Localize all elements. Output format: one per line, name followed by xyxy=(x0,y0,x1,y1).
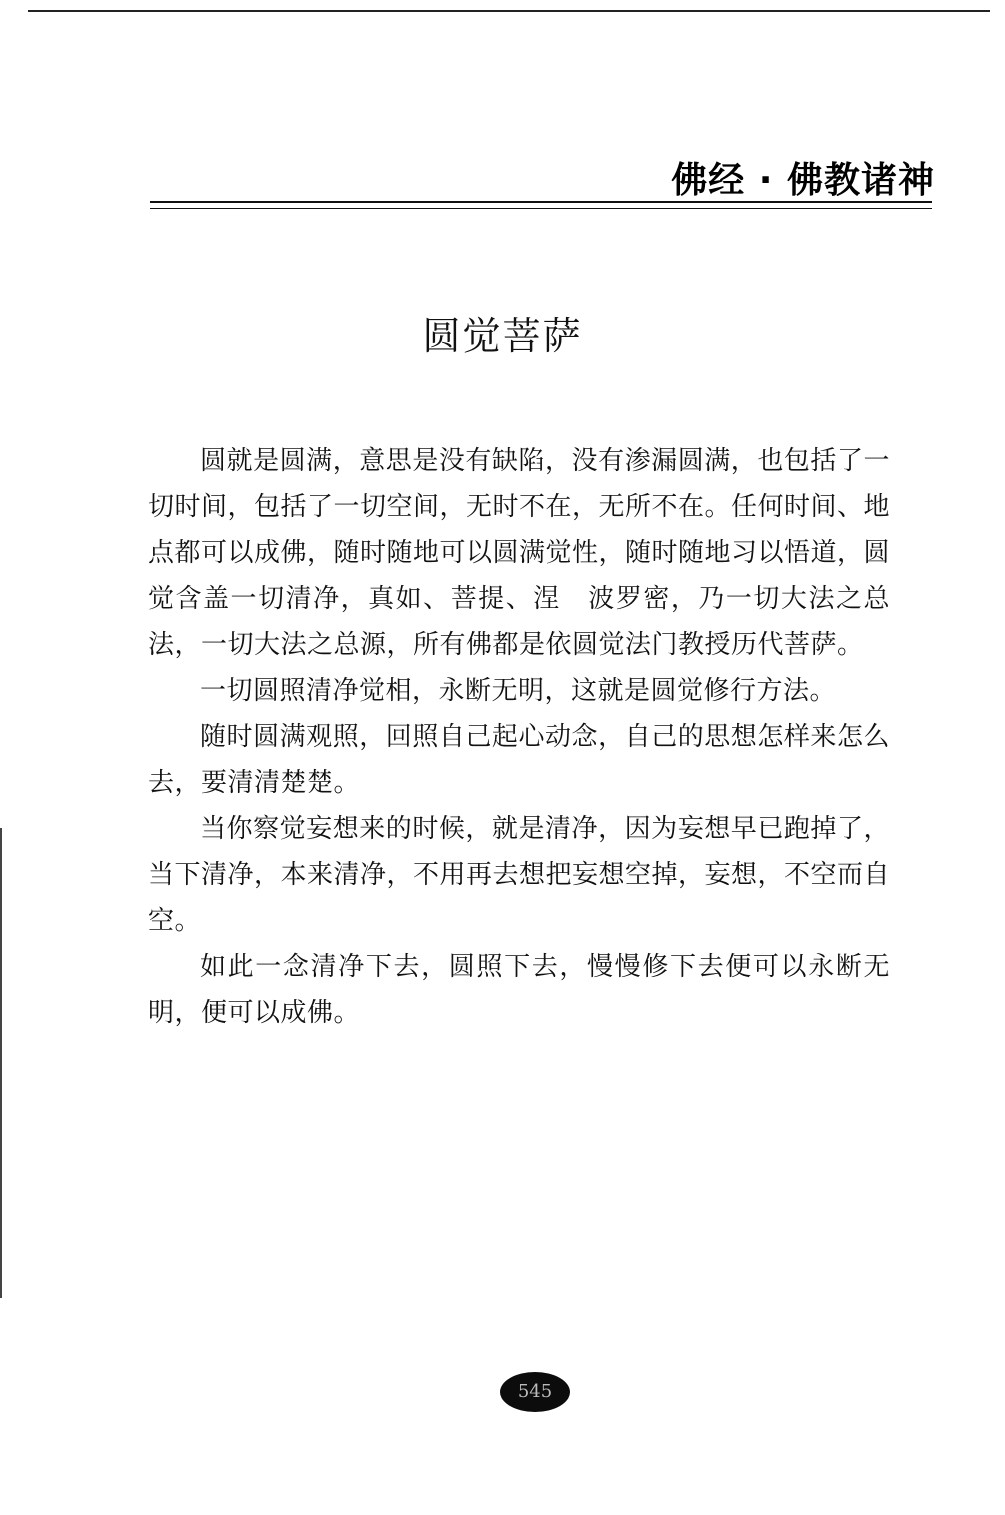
page-number-badge: 545 xyxy=(500,1372,570,1412)
paragraph-5: 如此一念清净下去，圆照下去，慢慢修下去便可以永断无明，便可以成佛。 xyxy=(148,952,890,1028)
article-title: 圆觉菩萨 xyxy=(422,314,583,358)
page-edge-line xyxy=(0,828,2,1298)
top-border-line xyxy=(28,10,990,12)
header-rule-thick xyxy=(150,201,932,203)
paragraph-2: 一切圆照清净觉相，永断无明，这就是圆觉修行方法。 xyxy=(200,676,837,706)
paragraph-3: 随时圆满观照，回照自己起心动念，自己的思想怎样来怎么去，要清清楚楚。 xyxy=(148,722,890,798)
article-body xyxy=(148,438,890,1036)
paragraph-4: 当你察觉妄想来的时候，就是清净，因为妄想早已跑掉了，当下清净，本来清净，不用再去想把妄想空掉，妄想，不空而自空。 xyxy=(148,814,891,936)
running-head: 佛经 · 佛教诸神 xyxy=(671,160,935,201)
paragraph-1: 圆就是圆满，意思是没有缺陷，没有渗漏圆满，也包括了一切时间，包括了一切空间，无时不在，无所不在。任何时间、地点都可以成佛，随时随地可以圆满觉性，随时随地习以悟道，圆觉含盖一切清净，真如、菩提、涅 波罗密，乃一切大法之总法，一切大法之总源，所有佛都是依圆觉法门教授历代菩萨。 xyxy=(148,446,891,660)
header-rule-thin xyxy=(150,208,932,209)
